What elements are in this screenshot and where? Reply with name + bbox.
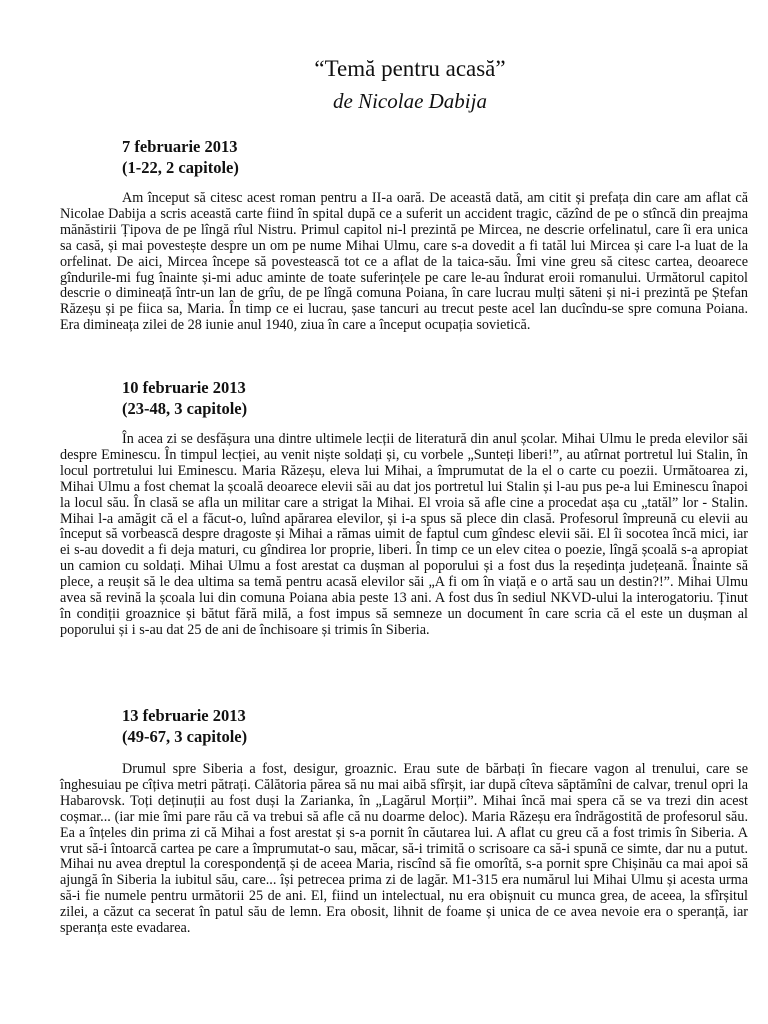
entry-range: (1-22, 2 capitole) [122, 158, 239, 177]
entry-heading [122, 377, 247, 419]
entry-heading [122, 136, 239, 178]
entry-date: 7 februarie 2013 [122, 137, 238, 156]
entry-paragraph: Am început să citesc acest roman pentru a II-a oară. De această dată, am citit și prefața din care am aflat că Nicolae Dabija a scris această carte fiind în spital după ce a suferit un accident tragic, căzînd de pe o stîncă din preajma mănăstirii Țipova de pe lîngă rîul Nistru. Primul capitol ni-l prezintă pe Mircea, ne descrie orfelinatul, care îi era unica sa casă, și mai povestește despre un om pe nume Mihai Ulmu, care s-a dovedit a fi tatăl lui Mircea și care l-a luat de la orfelinat. De aici, Mircea începe să povestească tot ce a aflat de la taica-său. Îmi vine greu să citesc cartea, deoarece gîndurile-mi fug înainte și-mi aduc aminte de toate suferințele pe care le-au îndurat eroii romanului. Următorul capitol descrie o dimineață într-un lan de grîu, de pe lîngă comuna Poiana, în care lucrau mulți săteni și ni-i prezintă pe Ștefan Răzeșu și pe fiica sa, Maria. În timp ce ei lucrau, șase tancuri au trecut peste acel lan ducîndu-se spre comuna Poiana. Era dimineața zilei de 28 iunie anul 1940, ziua în care a început ocupația sovietică. [60, 190, 748, 334]
entry-range: (23-48, 3 capitole) [122, 399, 248, 418]
entry-paragraph: Drumul spre Siberia a fost, desigur, groaznic. Erau sute de bărbați în fiecare vagon al trenului, care se înghesuiau pe cîțiva metri pătrați. Călătoria părea să nu mai aibă sfîrșit, iar după cîteva săptămîni de calvar, trenul opri la Habarovsk. Toți deținuții au fost duși la Zarianka, în „Lagărul Morții”. Mihai încă mai spera că se va trezi din acest coșmar... (iar mie îmi pare rău că va trebui să afle că nu doarme deloc). Maria Răzeșu era îndrăgostită de profesorul său. Ea a înțeles din prima zi că Mihai a fost arestat și s-a pornit în căutarea lui. A aflat cu greu că a fost trimis în Siberia. A vrut să-i întoarcă cartea pe care a împrumutat-o sau, măcar, să-i trimită o scrisoare ca să-i spună ce simte, dar nu a putut. Mihai nu avea dreptul la corespondență și de aceea Maria, riscînd să fie omorîtă, s-a pornit spre Chișinău ca mai apoi să ajungă în Siberia la iubitul său, care... își petrecea prima zi de lagăr. M1-315 era numărul lui Mihai Ulmu și acesta urma să-i fie numele pentru următorii 25 de ani. El, fiind un intelectual, nu era obișnuit cu munca grea, de aceea, la sfîrșitul zilei, a căzut ca secerat în patul său de lemn. Era obosit, lihnit de foame și unica de ce avea nevoie era o speranță, iar speranța este evadarea. [60, 761, 748, 937]
entry-date: 13 februarie 2013 [122, 706, 246, 725]
document-author: de Nicolae Dabija [333, 89, 487, 113]
entry-range: (49-67, 3 capitole) [122, 727, 248, 746]
document-title: “Temă pentru acasă” [314, 56, 506, 81]
entry-paragraph: În acea zi se desfășura una dintre ultimele lecții de literatură din anul școlar. Mihai Ulmu le preda elevilor săi despre Eminescu. În timpul lecției, au venit niște soldați și, cu vorbele „Sunteți liberi!”, au atîrnat portretul lui Stalin, în locul portretului lui Eminescu. Maria Răzeșu, eleva lui Mihai, a împrumutat de la el o carte cu poezii. Următoarea zi, Mihai Ulmu a fost chemat la școală deoarece elevii săi au dat jos portretul lui Stalin și l-au pus pe-a lui Eminescu înapoi la locul său. În clasă se afla un militar care a strigat la Mihai. El vroia să afle cine a procedat așa cu „tatăl” lor - Stalin. Mihai l-a amăgit că el a făcut-o, luînd apărarea elevilor, și i-a spus să plece din clasă. Profesorul împreună cu elevii au început să vorbească despre dragoste și Mihai a rămas uimit de faptul cum gîndesc elevii săi. El îi socotea încă mici, iar ei s-au dovedit a fi deja maturi, cu gîndirea lor proprie, liberi. În timp ce un elev citea o poezie, lîngă școală s-a apropiat un camion cu soldați. Mihai Ulmu a fost arestat ca dușman al poporului și a fost dus la reședința județeană. Înainte să plece, a reușit să le dea ultima sa temă pentru acasă elevilor săi „A fi om în viață e o artă sau un destin?!”. Mihai Ulmu avea să revină la școala lui din comuna Poiana abia peste 13 ani. A fost dus în sediul NKVD-ului la interogatoriu. Ținut în condiții groaznice și bătut fără milă, a fost impus să semneze un document în care scria că el este un dușman al poporului și i s-au dat 25 de ani de închisoare și trimis în Siberia. [60, 431, 748, 638]
entry-heading [122, 705, 247, 747]
entry-date: 10 februarie 2013 [122, 378, 246, 397]
